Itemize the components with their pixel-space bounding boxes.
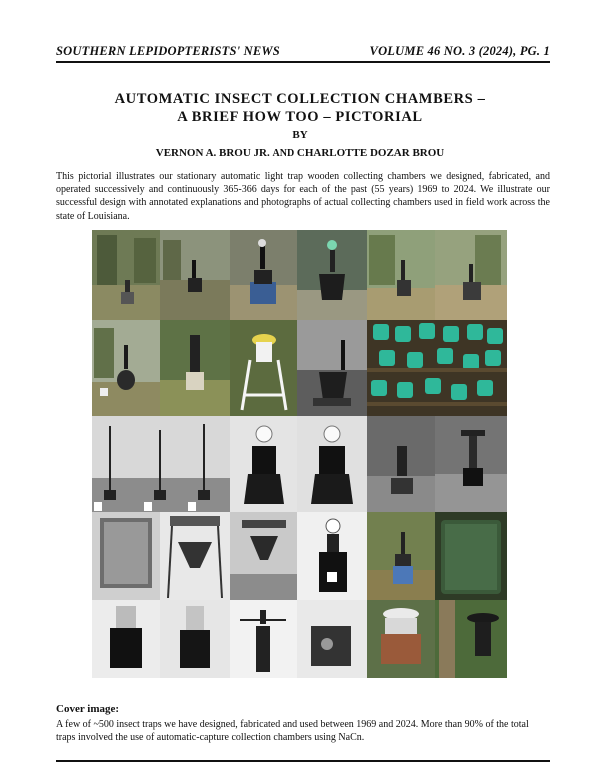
photo-trap-bucket-bw [297,320,367,416]
article-title-line2: A BRIEF HOW TOO – PICTORIAL [177,109,423,125]
photo-trap-stand-woods [367,600,435,678]
author-b: CHARLOTTE DOZAR BROU [296,147,445,159]
photo-bw-traps-labeled-abc [92,416,230,512]
running-header [56,44,550,64]
photo-trap-woods-2 [435,230,507,320]
intro-paragraph: This pictorial illustrates our stationary automatic light trap wooden collecting chambers we designed, fabricated, and operated successively and continuously 365-366 days for each of the past (55 years) 1969 to 2024. We illustrate our successful design with annotated explanations and photographs of actual collecting chambers used in field work across the state of Louisiana. [56,171,550,222]
photo-trap-yard [92,320,160,416]
title-block [40,90,560,162]
photo-funnel-trap-2 [230,512,297,600]
photo-bw-chamber-1 [92,600,160,678]
photo-bw-chamber-4 [297,600,367,678]
photo-bw-chamber-3 [230,600,297,678]
photo-bw-trap-woods-2 [435,416,507,512]
photo-bulb-chamber [297,512,367,600]
photo-trap-field-1 [92,230,160,320]
photo-green-buckets [367,320,507,416]
author-a: VERNON A. BROU JR. [155,147,270,159]
article-title-line1: AUTOMATIC INSECT COLLECTION CHAMBERS – [114,91,486,107]
volume-page: VOLUME 46 NO. 3 (2024), PG. 1 [369,44,550,58]
photo-trap-field-2 [160,230,230,320]
photo-trap-blue-base [230,230,297,320]
photo-funnel-trap-1 [160,512,230,600]
photo-mesh-cage [92,512,160,600]
photo-trap-grass [160,320,230,416]
cover-image-caption: A few of ~500 insect traps we have designed, fabricated and used between 1969 and 2024. More than 90% of the total traps involved the use of automatic-capture collection chambers using NaCn. [56,719,529,743]
photo-bw-trap-woods-1 [367,416,435,512]
photo-trap-tree [435,600,507,678]
photo-cylinder-net [435,512,507,600]
journal-name: SOUTHERN LEPIDOPTERISTS' NEWS [56,44,280,58]
photo-bw-trap-bulb-1 [230,416,297,512]
header-rule [56,61,550,63]
photo-trap-green-light [297,230,367,320]
cover-image-label: Cover image: [56,703,120,715]
photo-bw-chamber-2 [160,600,230,678]
photo-trap-white-stand [230,320,297,416]
cover-photo-collage [92,230,507,678]
photo-trap-field-blue [367,512,435,600]
photo-bw-trap-bulb-2 [297,416,367,512]
author-and: AND [272,148,295,159]
author-line [40,145,560,162]
byline-by: BY [292,129,308,141]
footer-rule [56,760,550,762]
photo-trap-woods-1 [367,230,435,320]
